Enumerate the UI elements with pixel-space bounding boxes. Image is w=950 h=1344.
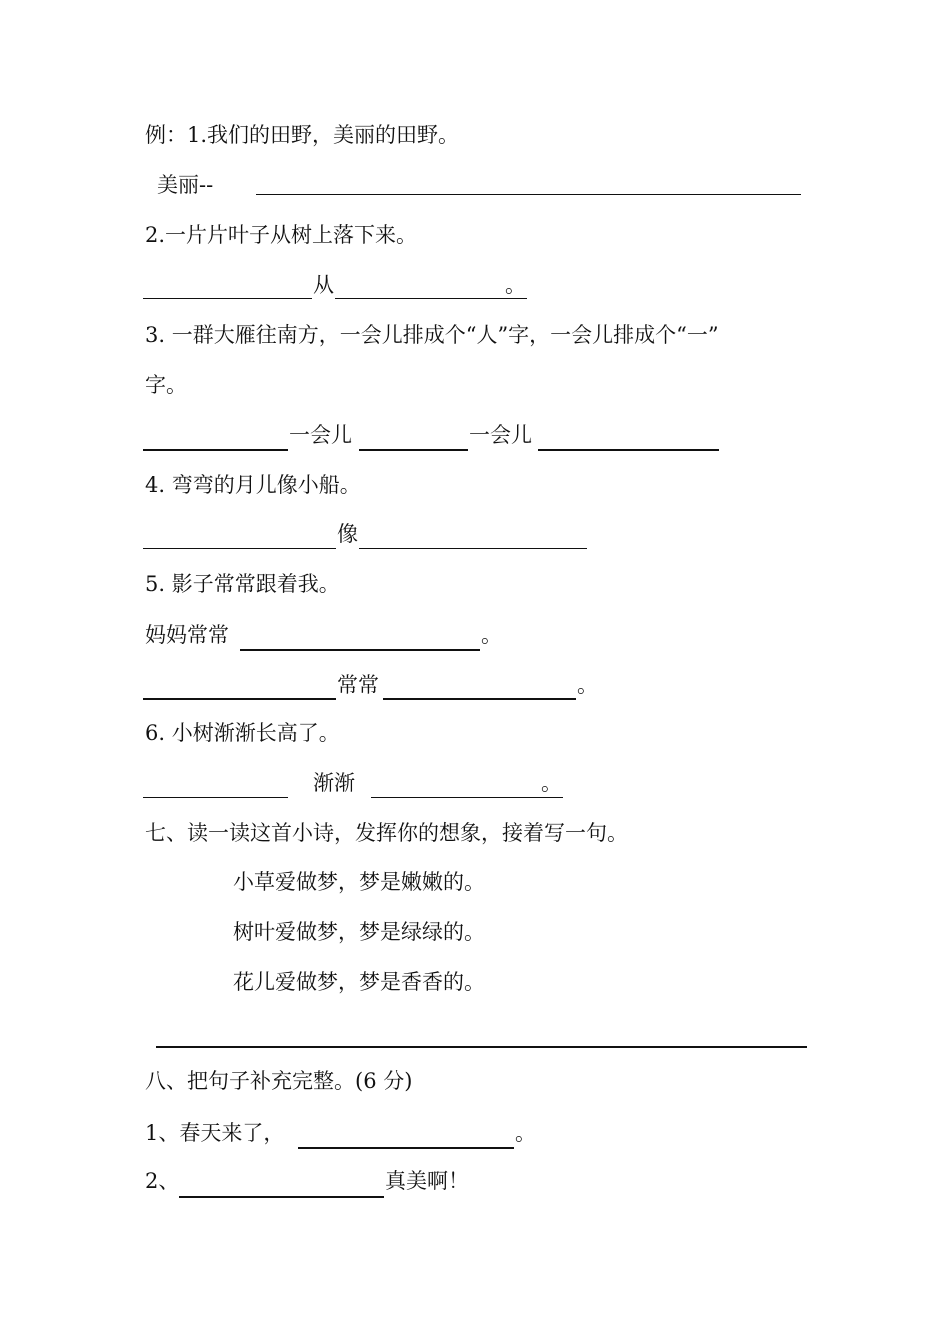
q6-sentence: 6. 小树渐渐长高了。 <box>145 721 340 745</box>
answer-blank-q6-b[interactable] <box>371 797 563 798</box>
answer-blank-q4-a[interactable] <box>143 548 336 549</box>
section-8-item-1-prefix: 1、春天来了， <box>145 1121 285 1145</box>
answer-blank-q2-b[interactable] <box>335 298 527 299</box>
section-8-item-1-end: 。 <box>515 1121 536 1145</box>
q3-sentence-b: 字。 <box>145 373 187 397</box>
answer-blank-q4-b[interactable] <box>359 548 587 549</box>
answer-blank-q2-a[interactable] <box>143 298 312 299</box>
section-8-title: 八、把句子补充完整。(6 分) <box>145 1069 413 1093</box>
q5-prefix: 妈妈常常 <box>145 623 229 647</box>
q5-end-mark-1: 。 <box>481 623 502 647</box>
q2-word: 从 <box>313 273 334 297</box>
poem-line-3-text: 花儿爱做梦，梦是香香的。 <box>233 970 485 994</box>
answer-blank-q5-a[interactable] <box>240 649 480 651</box>
q4-sentence: 4. 弯弯的月儿像小船。 <box>145 473 361 497</box>
q2-sentence: 2.一片片叶子从树上落下来。 <box>145 223 418 247</box>
section-8-item-2-suffix: 真美啊！ <box>385 1169 469 1193</box>
q4-word: 像 <box>337 522 358 546</box>
q3-sentence-a: 3. 一群大雁往南方，一会儿排成个“人”字，一会儿排成个“一” <box>145 323 719 347</box>
poem-line-1-text: 小草爱做梦，梦是嫩嫩的。 <box>233 870 485 894</box>
answer-blank-q6-a[interactable] <box>143 797 288 798</box>
answer-blank-section-7[interactable] <box>156 1046 807 1048</box>
section-7-title: 七、读一读这首小诗，发挥你的想象，接着写一句。 <box>145 821 628 845</box>
q5-sentence: 5. 影子常常跟着我。 <box>145 572 340 596</box>
example-sentence: 例：1.我们的田野，美丽的田野。 <box>145 123 460 147</box>
q5-word: 常常 <box>337 673 379 697</box>
answer-blank-q5-b[interactable] <box>143 698 336 700</box>
poem-line-2-text: 树叶爱做梦，梦是绿绿的。 <box>233 920 485 944</box>
answer-blank-example[interactable] <box>256 194 801 195</box>
q5-end-mark-2: 。 <box>577 673 598 697</box>
answer-blank-section-8-item-2[interactable] <box>179 1196 384 1198</box>
q2-end-mark: 。 <box>505 273 526 297</box>
answer-blank-q3-b[interactable] <box>359 449 468 451</box>
section-8-item-2-prefix: 2、 <box>145 1169 180 1193</box>
q3-word-2: 一会儿 <box>469 423 532 447</box>
answer-blank-q5-c[interactable] <box>383 698 576 700</box>
q6-end-mark: 。 <box>541 771 562 795</box>
answer-blank-q3-c[interactable] <box>538 449 719 451</box>
q3-word-1: 一会儿 <box>289 423 352 447</box>
q6-word: 渐渐 <box>313 771 355 795</box>
answer-blank-q3-a[interactable] <box>143 449 288 451</box>
answer-blank-section-8-item-1[interactable] <box>298 1147 514 1149</box>
example-word: 美丽-- <box>157 173 214 197</box>
